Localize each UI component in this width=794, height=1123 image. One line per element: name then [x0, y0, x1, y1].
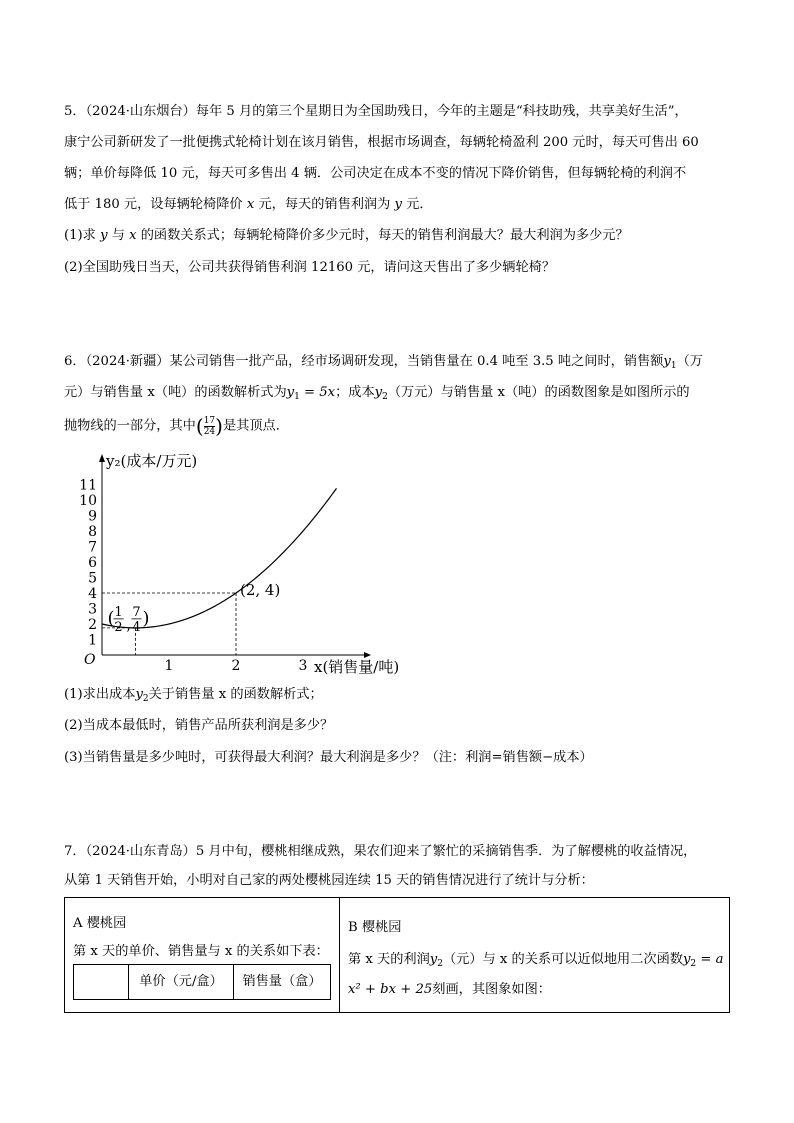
vertex-label-y-num: 7 — [132, 604, 141, 620]
y-tick-label: 2 — [88, 617, 97, 633]
x-tick-label: 2 — [231, 658, 241, 674]
x-tick-label: 1 — [164, 658, 174, 674]
orchard-a-cell — [65, 898, 340, 1012]
origin-label: O — [84, 652, 96, 668]
inner-table-sales-header: 销售量（盒） — [242, 974, 322, 989]
y-tick-label: 5 — [88, 570, 97, 587]
q7-line-1: 7．（2024·山东青岛）5 月中旬，樱桃相继成熟，果农们迎来了繁忙的采摘销售季．为了解樱桃的收益情况， — [64, 844, 697, 859]
y-tick-label: 4 — [88, 586, 97, 602]
q6-line-2: 元）与销售量 x（吨）的函数解析式为$y_1 = 5x$；成本$y_2$（万元）与销售量 x（吨）的函数图象是如图所示的 — [64, 385, 690, 402]
orchard-b-line-2: x² + bx + 25刻画，其图象如图： — [348, 982, 551, 997]
vertex-y-fraction: $\frac{7}{4}$ — [209, 415, 216, 437]
q5-line-1: 5．（2024·山东烟台）每年 5 月的第三个星期日为全国助残日，今年的主题是“科技助残，共享美好生活”， — [64, 104, 688, 119]
q6-line-1: 6．（2024·新疆）某公司销售一批产品，经市场调研发现，当销售量在 0.4 吨至 3.5 吨之间时，销售额$y_1$（万 — [64, 354, 703, 371]
y-tick-label: 3 — [88, 601, 97, 618]
orchard-a-title: A 樱桃园 — [73, 916, 127, 931]
orchard-b-line-1: 第 x 天的利润$y_2$（元）与 x 的关系可以近似地用二次函数$y_2 = a$ — [348, 952, 724, 969]
q6-sub-1: (1)求出成本$y_2$关于销售量 x 的函数解析式； — [64, 687, 323, 704]
point-label: (2, 4) — [240, 581, 281, 599]
y-tick-label: 9 — [88, 508, 97, 525]
orchard-b-title: B 樱桃园 — [348, 920, 402, 935]
q5-sub-2: (2)全国助残日当天，公司共获得销售利润 12160 元，请问这天售出了多少辆轮椅？ — [64, 260, 556, 275]
vertex-label-x-num: 1 — [114, 604, 123, 620]
y-tick-label: 11 — [79, 477, 97, 494]
q5-line-4: 低于 180 元，设每辆轮椅降价 x 元，每天的销售利润为 y 元． — [64, 197, 433, 212]
q6-line-3: 抛物线的一部分，其中( $\frac{1}{2}$ $\frac{7}{4}$ )是其顶点． — [64, 414, 289, 438]
q5-sub-1: (1)求 y 与 x 的函数关系式；每辆轮椅降价多少元时，每天的销售利润最大？最大利润为多少元？ — [64, 228, 629, 243]
q6-sub-3: (3)当销售量是多少吨时，可获得最大利润？最大利润是多少？（注：利润=销售额−成本） — [64, 750, 593, 765]
y-tick-label: 6 — [88, 555, 97, 571]
inner-table-blank-header — [74, 965, 129, 999]
y-tick-label: 7 — [88, 539, 97, 556]
x-axis-label: x(销售量/吨) — [314, 658, 400, 676]
q6-sub-2: (2)当成本最低时，销售产品所获利润是多少？ — [64, 718, 334, 733]
q5-line-2: 康宁公司新研发了一批便携式轮椅计划在该月销售，根据市场调查，每辆轮椅盈利 200 元时，每天可售出 60 — [64, 135, 699, 150]
vertex-label-x-den: 2 — [114, 619, 123, 635]
y-axis-label: y₂(成本/万元) — [106, 452, 198, 470]
orchard-b-cell — [340, 898, 730, 1012]
cost-parabola-chart — [64, 450, 444, 680]
vertex-x-fraction: $\frac{1}{2}$ — [203, 415, 210, 437]
vertex-label-open-paren: ( — [107, 607, 115, 629]
y-axis-arrow — [99, 454, 105, 462]
inner-table-unit-price-header: 单价（元/盒） — [129, 965, 234, 999]
orchard-a-inner-table — [73, 964, 331, 1000]
y-tick-label: 1 — [88, 632, 97, 649]
vertex-label-comma: , — [126, 618, 131, 634]
y-tick-label: 10 — [79, 493, 97, 509]
q5-line-3: 辆；单价每降低 10 元，每天可多售出 4 辆．公司决定在成本不变的情况下降价销售，但每辆轮椅的利润不 — [64, 166, 687, 181]
vertex-label-close-paren: ) — [142, 607, 150, 629]
orchard-a-desc: 第 x 天的单价、销售量与 x 的关系如下表： — [73, 944, 329, 959]
q7-comparison-table — [64, 897, 730, 1013]
y-tick-label: 8 — [88, 524, 97, 540]
vertex-label-y-den: 4 — [132, 619, 141, 635]
q7-line-2: 从第 1 天销售开始，小明对自己家的两处樱桃园连续 15 天的销售情况进行了统计与分析： — [64, 873, 594, 888]
x-tick-label: 3 — [298, 658, 308, 674]
